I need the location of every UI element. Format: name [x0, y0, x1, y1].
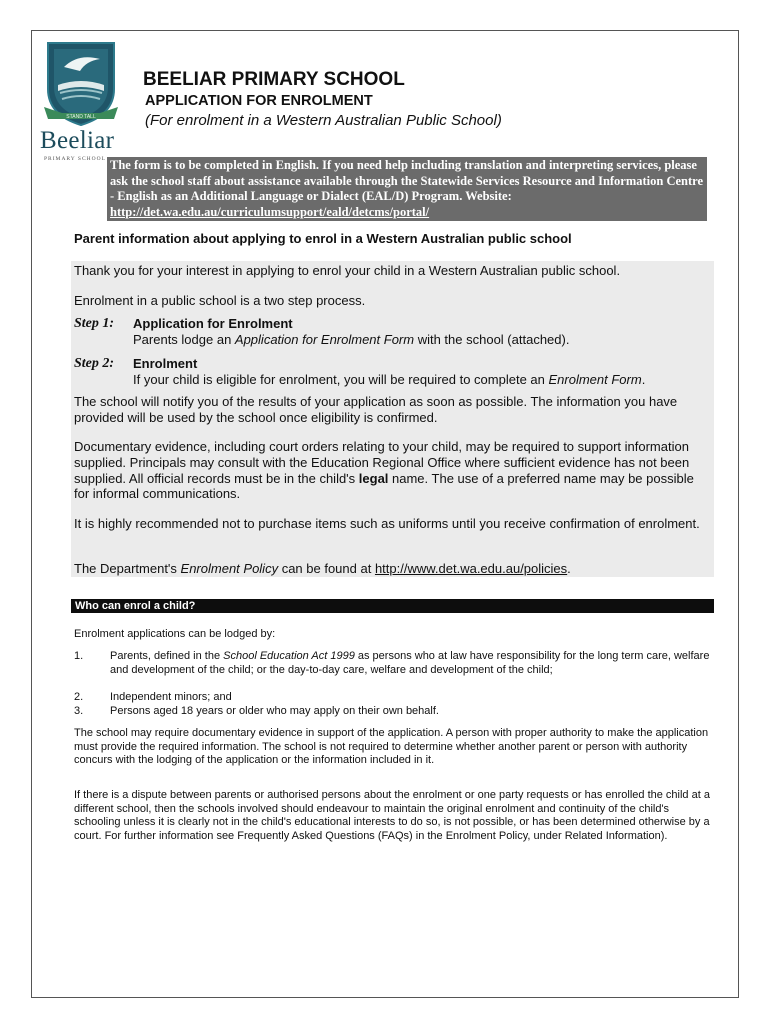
evidence-text: Documentary evidence, including court orders relating to your child, may be required to support information supplied. Principals may consult with the Education Regional Office where sufficient evidence has not been supplied. All official records must be in the child's legal name. The use of a preferred name may be possible for informal communications.	[74, 439, 694, 502]
notify-text: The school will notify you of the results of your application as soon as possible. The information you have provided will be used by the school once eligibility is confirmed.	[74, 394, 678, 425]
list-item: 3. Persons aged 18 years or older who may apply on their own behalf.	[74, 705, 439, 717]
who-intro-text: Enrolment applications can be lodged by:	[74, 628, 276, 640]
step-1-label: Step 1:	[74, 316, 115, 331]
step-1-text: Parents lodge an Application for Enrolment Form with the school (attached).	[133, 331, 570, 347]
list-item: 1. Parents, defined in the School Education Act 1999 as persons who at law have responsibility for the long term care, welfare and development of the child; or the day-to-day care, welfare and development of the child;	[74, 650, 710, 676]
policy-text: The Department's Enrolment Policy can be found at http://www.det.wa.edu.au/policies.	[74, 561, 571, 576]
beeliar-school-crest-icon	[42, 37, 120, 134]
uniforms-text: It is highly recommended not to purchase items such as uniforms until you receive confirmation of enrolment.	[74, 516, 700, 531]
parent-info-box	[71, 261, 714, 577]
step-2-label: Step 2:	[74, 356, 115, 371]
policies-link[interactable]: http://www.det.wa.edu.au/policies	[374, 561, 568, 576]
step-2-text: If your child is eligible for enrolment, you will be required to complete an Enrolment Form.	[133, 371, 646, 387]
list-item: 2. Independent minors; and	[74, 691, 232, 703]
thanks-text: Thank you for your interest in applying to enrol your child in a Western Australian public school.	[74, 263, 621, 278]
step-2	[74, 356, 710, 390]
school-name: BEELIAR PRIMARY SCHOOL	[143, 69, 405, 90]
svg-text:STAND TALL: STAND TALL	[66, 114, 96, 120]
documentary-evidence-text: The school may require documentary evidence in support of the application. A person with proper authority to make the application must provide the required information. The school is not required to determine whether another parent or person with authority concurs with the lodging of the application or the information included in it.	[74, 727, 709, 767]
eald-portal-link[interactable]: http://det.wa.edu.au/curriculumsupport/eald/detcms/portal/	[110, 204, 430, 219]
who-can-enrol-heading: Who can enrol a child?	[71, 599, 714, 613]
language-assistance-notice	[107, 157, 707, 221]
step-1-title: Application for Enrolment	[133, 316, 293, 331]
logo-wordmark: Beeliar	[40, 127, 115, 154]
dispute-text: If there is a dispute between parents or authorised persons about the enrolment or one party requests or has enrolled the child at a different school, then the schools involved should endeavour to maintain the original enrolment and continuity of the child's schooling unless it is clearly not in the child's educational interests to do so, is not possible, or has been determined otherwise by a court. For further information see Frequently Asked Questions (FAQs) in the Enrolment Policy, under Related Information).	[74, 789, 710, 842]
step-1	[74, 316, 710, 350]
step-2-title: Enrolment	[133, 356, 198, 371]
document-page	[31, 30, 739, 998]
form-title: APPLICATION FOR ENROLMENT	[145, 93, 373, 109]
form-subtitle: (For enrolment in a Western Australian Public School)	[145, 112, 502, 129]
two-step-text: Enrolment in a public school is a two step process.	[74, 293, 366, 308]
logo-subtitle: PRIMARY SCHOOL	[44, 156, 106, 162]
notice-text: The form is to be completed in English. If you need help including translation and interpreting services, please ask the school staff about assistance available through the Statewide Services Resource and Information Centre - English as an Additional Language or Dialect (EAL/D) Program. Website:	[110, 158, 704, 203]
parent-info-heading: Parent information about applying to enrol in a Western Australian public school	[74, 231, 572, 246]
